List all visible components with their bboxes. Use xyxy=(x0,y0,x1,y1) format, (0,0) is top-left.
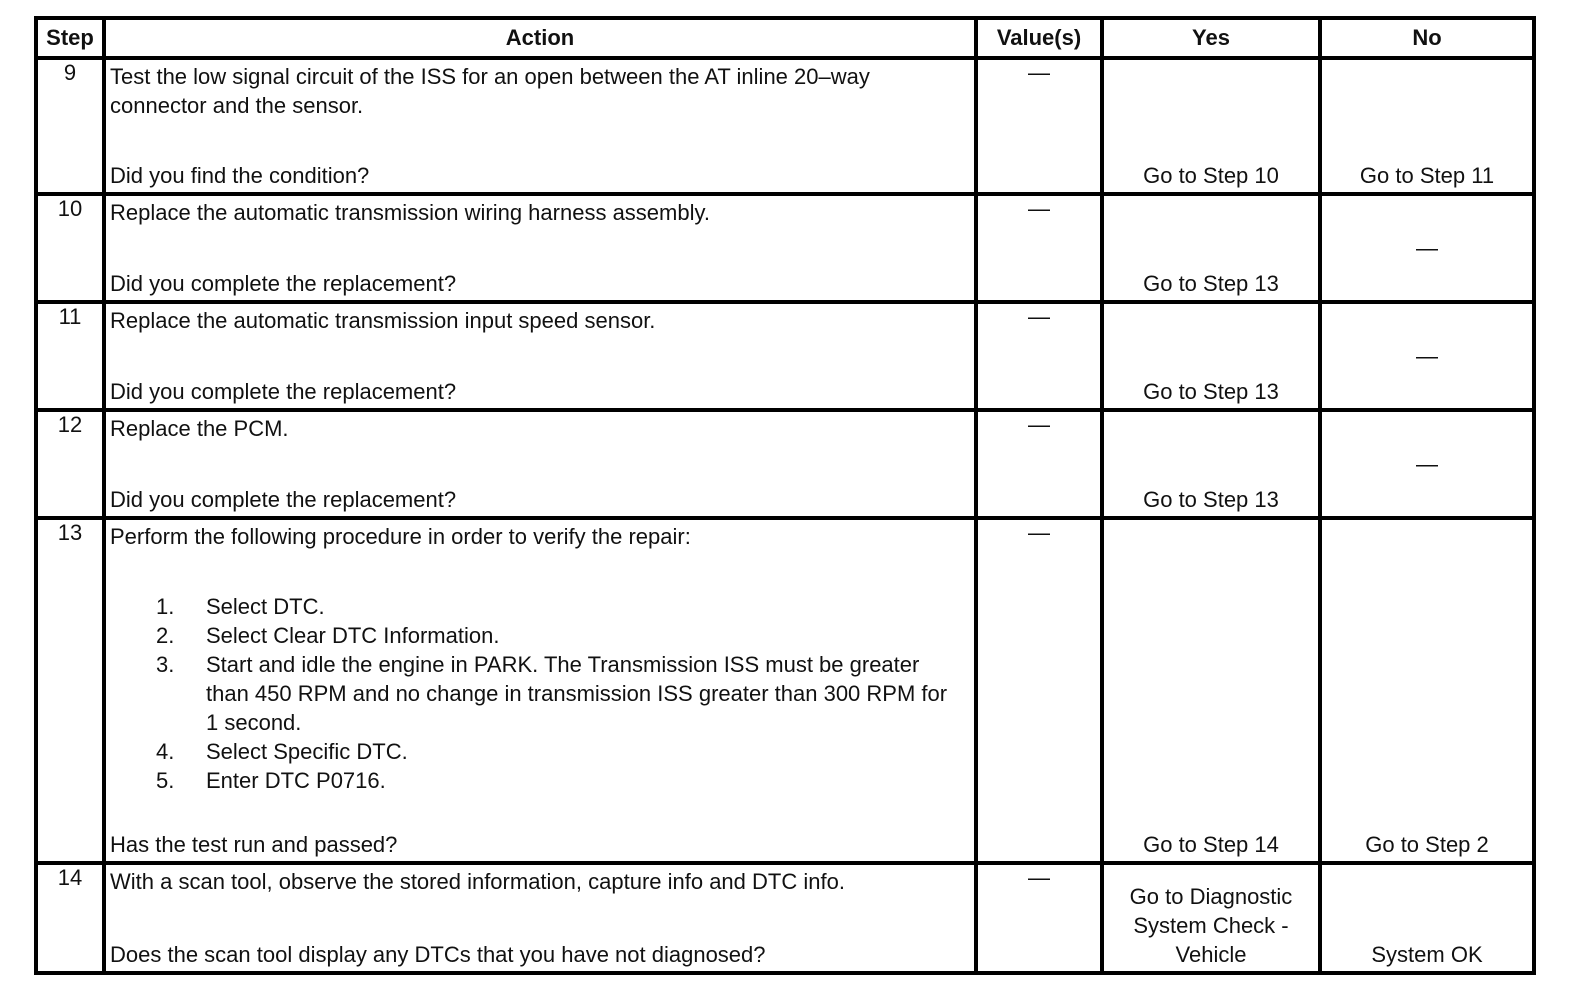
yes-outcome: Go to Step 14 xyxy=(1143,832,1279,857)
action-cell xyxy=(104,302,976,410)
header-values: Value(s) xyxy=(976,18,1102,58)
no-cell xyxy=(1320,194,1534,302)
no-outcome: Go to Step 11 xyxy=(1359,163,1495,188)
no-cell xyxy=(1320,302,1534,410)
yes-cell xyxy=(1102,410,1320,518)
step-number: 11 xyxy=(36,302,104,410)
action-text: With a scan tool, observe the stored information, capture info and DTC info. xyxy=(110,869,845,894)
value-cell: — xyxy=(976,518,1102,863)
value-cell: — xyxy=(976,58,1102,194)
action-text: Replace the automatic transmission input speed sensor. xyxy=(110,308,656,333)
yes-outcome: Go to Diagnostic System Check - Vehicle xyxy=(1129,884,1293,967)
table-row xyxy=(36,410,1534,518)
header-yes: Yes xyxy=(1102,18,1320,58)
action-question: Did you complete the replacement? xyxy=(110,487,457,512)
action-text: Perform the following procedure in order to verify the repair: xyxy=(110,524,691,549)
no-outcome: System OK xyxy=(1371,942,1483,967)
action-question: Did you complete the replacement? xyxy=(110,271,457,296)
action-text: Replace the PCM. xyxy=(110,416,289,441)
action-question: Did you complete the replacement? xyxy=(110,379,457,404)
header-action: Action xyxy=(104,18,976,58)
step-number: 12 xyxy=(36,410,104,518)
step-number: 13 xyxy=(36,518,104,863)
step-number: 9 xyxy=(36,58,104,194)
yes-outcome: Go to Step 10 xyxy=(1143,163,1279,188)
action-question: Has the test run and passed? xyxy=(110,832,398,857)
value-cell: — xyxy=(976,302,1102,410)
list-item: 5. Enter DTC P0716. xyxy=(156,768,386,793)
header-row xyxy=(36,18,1534,58)
no-cell xyxy=(1320,863,1534,973)
yes-cell xyxy=(1102,863,1320,973)
table-row xyxy=(36,194,1534,302)
step-number: 14 xyxy=(36,863,104,973)
list-item: 4. Select Specific DTC. xyxy=(156,739,408,764)
list-item: 1. Select DTC. xyxy=(156,594,325,619)
no-cell xyxy=(1320,518,1534,863)
table-row xyxy=(36,58,1534,194)
diagnostic-table xyxy=(34,16,1536,975)
header-step: Step xyxy=(36,18,104,58)
action-cell xyxy=(104,194,976,302)
action-cell xyxy=(104,518,976,863)
action-question: Did you find the condition? xyxy=(110,163,370,188)
yes-cell xyxy=(1102,302,1320,410)
list-item: 3. Start and idle the engine in PARK. The Transmission ISS must be greater than 450 RPM and no change in transmission ISS greater than 300 RPM for 1 second. xyxy=(156,652,948,735)
action-text: Replace the automatic transmission wiring harness assembly. xyxy=(110,200,710,225)
no-outcome: — xyxy=(1416,343,1438,369)
value-cell: — xyxy=(976,194,1102,302)
table-row xyxy=(36,518,1534,863)
action-cell xyxy=(104,863,976,973)
table-row xyxy=(36,302,1534,410)
yes-outcome: Go to Step 13 xyxy=(1143,487,1279,512)
yes-cell xyxy=(1102,194,1320,302)
yes-outcome: Go to Step 13 xyxy=(1143,379,1279,404)
no-outcome: Go to Step 2 xyxy=(1365,832,1489,857)
no-cell xyxy=(1320,58,1534,194)
list-item: 2. Select Clear DTC Information. xyxy=(156,623,500,648)
step-number: 10 xyxy=(36,194,104,302)
header-no: No xyxy=(1320,18,1534,58)
yes-outcome: Go to Step 13 xyxy=(1143,271,1279,296)
action-cell xyxy=(104,410,976,518)
table-row xyxy=(36,863,1534,973)
procedure-list xyxy=(156,592,954,795)
yes-cell xyxy=(1102,58,1320,194)
no-cell xyxy=(1320,410,1534,518)
no-outcome: — xyxy=(1416,235,1438,261)
value-cell: — xyxy=(976,863,1102,973)
no-outcome: — xyxy=(1416,451,1438,477)
action-text: Test the low signal circuit of the ISS for an open between the AT inline 20–way connector and the sensor. xyxy=(110,64,870,118)
value-cell: — xyxy=(976,410,1102,518)
action-cell xyxy=(104,58,976,194)
action-question: Does the scan tool display any DTCs that you have not diagnosed? xyxy=(110,942,766,967)
yes-cell xyxy=(1102,518,1320,863)
